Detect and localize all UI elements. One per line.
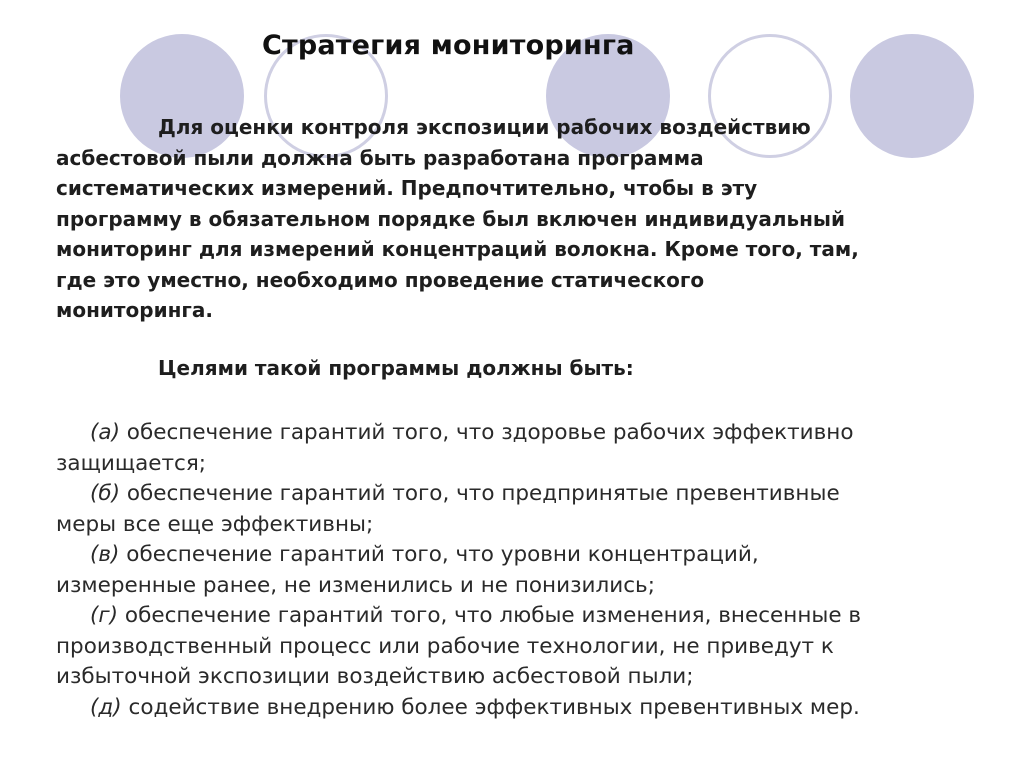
goal-item xyxy=(56,418,996,479)
goal-marker: (а) xyxy=(90,420,120,445)
goal-first-line xyxy=(56,693,996,724)
goal-continuation: защищается; xyxy=(56,450,207,476)
intro-line: мониторинга. xyxy=(56,298,213,322)
slide-title: Стратегия мониторинга xyxy=(262,30,635,61)
goal-marker: (б) xyxy=(90,481,121,506)
goals-list xyxy=(56,418,996,723)
intro-line: мониторинг для измерений концентраций волокна. Кроме того, там, xyxy=(56,237,859,261)
intro-line: программу в обязательном порядке был включен индивидуальный xyxy=(56,206,846,231)
goal-first-line xyxy=(56,601,996,632)
goal-continuation: меры все еще эффективны; xyxy=(56,511,374,537)
goal-text: обеспечение гарантий того, что здоровье рабочих эффективно xyxy=(126,420,854,445)
intro-line: асбестовой пыли должна быть разработана программа xyxy=(56,145,704,170)
goal-marker: (д) xyxy=(90,694,122,720)
goals-heading: Целями такой программы должны быть: xyxy=(158,356,634,380)
goal-marker: (в) xyxy=(90,542,120,567)
goal-item xyxy=(56,540,996,601)
goal-text: обеспечение гарантий того, что предпринятые превентивные xyxy=(126,481,840,506)
goal-first-line xyxy=(56,540,996,571)
goal-continuation: измеренные ранее, не изменились и не понизились; xyxy=(56,572,655,598)
goal-first-line xyxy=(56,479,996,510)
goal-text: содействие внедрению более эффективных превентивных мер. xyxy=(128,694,860,720)
goal-text: обеспечение гарантий того, что любые изменения, внесенные в xyxy=(124,603,862,628)
intro-line: Для оценки контроля экспозиции рабочих воздействию xyxy=(158,115,811,139)
goal-item xyxy=(56,693,996,724)
intro-paragraph xyxy=(56,112,996,326)
goal-marker: (г) xyxy=(90,603,119,628)
goal-text: обеспечение гарантий того, что уровни концентраций, xyxy=(126,542,759,567)
intro-line: систематических измерений. Предпочтительно, чтобы в эту xyxy=(56,176,758,200)
goal-continuation: избыточной экспозиции воздействию асбестовой пыли; xyxy=(56,664,694,689)
goal-item xyxy=(56,479,996,540)
goal-item xyxy=(56,601,996,693)
goal-continuation: производственный процесс или рабочие технологии, не приведут к xyxy=(56,633,834,659)
intro-line: где это уместно, необходимо проведение статического xyxy=(56,267,705,292)
goal-first-line xyxy=(56,418,996,449)
